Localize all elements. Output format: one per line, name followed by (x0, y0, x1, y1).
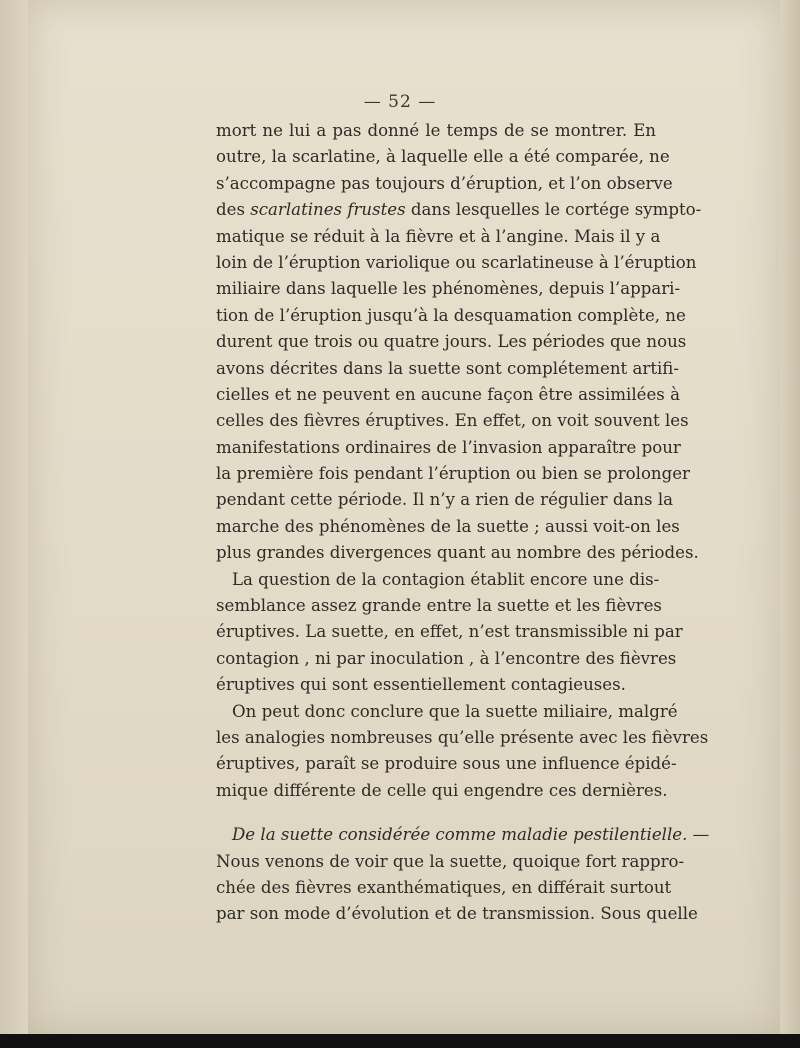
text-line (216, 356, 679, 382)
text-line (216, 672, 656, 698)
body-text (216, 118, 710, 928)
text-line (216, 408, 689, 434)
line-text: matique se réduit à la fièvre et à l’angine. Mais il y a (216, 226, 661, 246)
line-text: On peut donc conclure que la suette miliaire, malgré (232, 701, 678, 721)
line-text: chée des fièvres exanthématiques, en différait surtout (216, 877, 672, 897)
text-line (216, 646, 677, 672)
text-line (216, 250, 697, 276)
text-line (216, 435, 681, 461)
text-line (216, 224, 661, 250)
line-text: dans lesquelles le cortége sympto- (405, 200, 702, 220)
text-line (216, 901, 698, 927)
section-gap (216, 804, 656, 822)
text-line (216, 875, 672, 901)
line-text: cielles et ne peuvent en aucune façon être assimilées à (216, 384, 680, 404)
line-text: avons décrites dans la suette sont complétement artifi- (216, 358, 679, 378)
line-text: loin de l’éruption variolique ou scarlatineuse à l’éruption (216, 252, 697, 272)
text-line (216, 619, 683, 645)
text-line (216, 171, 673, 197)
line-text: par son mode d’évolution et de transmission. Sous quelle (216, 904, 698, 924)
line-text: s’accompagne pas toujours d’éruption, et l’on observe (216, 173, 673, 193)
text-line (216, 822, 710, 848)
text-line (216, 725, 709, 751)
text-line (216, 487, 674, 513)
line-text: contagion , ni par inoculation , à l’encontre des fièvres (216, 648, 677, 668)
scan-bottom-border (0, 1034, 800, 1048)
line-text: outre, la scarlatine, à laquelle elle a été comparée, ne (216, 147, 670, 167)
text-line (216, 329, 687, 355)
text-line (216, 118, 656, 144)
line-text: durent que trois ou quatre jours. Les périodes que nous (216, 332, 687, 352)
text-line (216, 276, 681, 302)
text-line (216, 751, 677, 777)
text-line (216, 540, 699, 566)
line-text: la première fois pendant l’éruption ou bien se prolonger (216, 464, 690, 484)
line-text: éruptives, paraît se produire sous une influence épidé- (216, 754, 677, 774)
line-text: Nous venons de voir que la suette, quoique fort rappro- (216, 851, 685, 871)
line-text: tion de l’éruption jusqu’à la desquamation complète, ne (216, 305, 686, 325)
line-text: éruptives qui sont essentiellement contagieuses. (216, 675, 626, 695)
line-text: éruptives. La suette, en effet, n’est transmissible ni par (216, 622, 683, 642)
line-text: semblance assez grande entre la suette et les fièvres (216, 596, 662, 616)
line-text: celles des fièvres éruptives. En effet, on voit souvent les (216, 411, 689, 431)
line-text: des (216, 200, 251, 220)
italic-text: De la suette considérée comme maladie pestilentielle. (232, 825, 688, 845)
text-line (216, 514, 680, 540)
text-line (216, 778, 668, 804)
text-line (216, 144, 670, 170)
text-line (216, 382, 680, 408)
page-left-edge (0, 0, 28, 1048)
italic-text: scarlatines frustes (250, 200, 406, 220)
text-line (216, 197, 702, 223)
line-text: mort ne lui a pas donné le temps de se montrer. En (216, 121, 656, 140)
line-text: manifestations ordinaires de l’invasion apparaître pour (216, 437, 681, 457)
text-line (216, 461, 690, 487)
line-text: pendant cette période. Il n’y a rien de régulier dans la (216, 490, 674, 510)
text-line (216, 567, 660, 593)
line-text: plus grandes divergences quant au nombre des périodes. (216, 543, 699, 563)
line-text: — (687, 825, 710, 845)
line-text: La question de la contagion établit encore une dis- (232, 569, 660, 589)
text-line (216, 849, 685, 875)
line-text: marche des phénomènes de la suette ; aussi voit-on les (216, 516, 680, 536)
text-line (216, 303, 686, 329)
page-right-edge (780, 0, 800, 1048)
text-line (216, 593, 662, 619)
line-text: mique différente de celle qui engendre ces dernières. (216, 780, 668, 800)
page-number: — 52 — (363, 92, 437, 112)
line-text: les analogies nombreuses qu’elle présente avec les fièvres (216, 727, 709, 747)
line-text: miliaire dans laquelle les phénomènes, depuis l’appari- (216, 279, 681, 299)
text-line (216, 699, 678, 725)
